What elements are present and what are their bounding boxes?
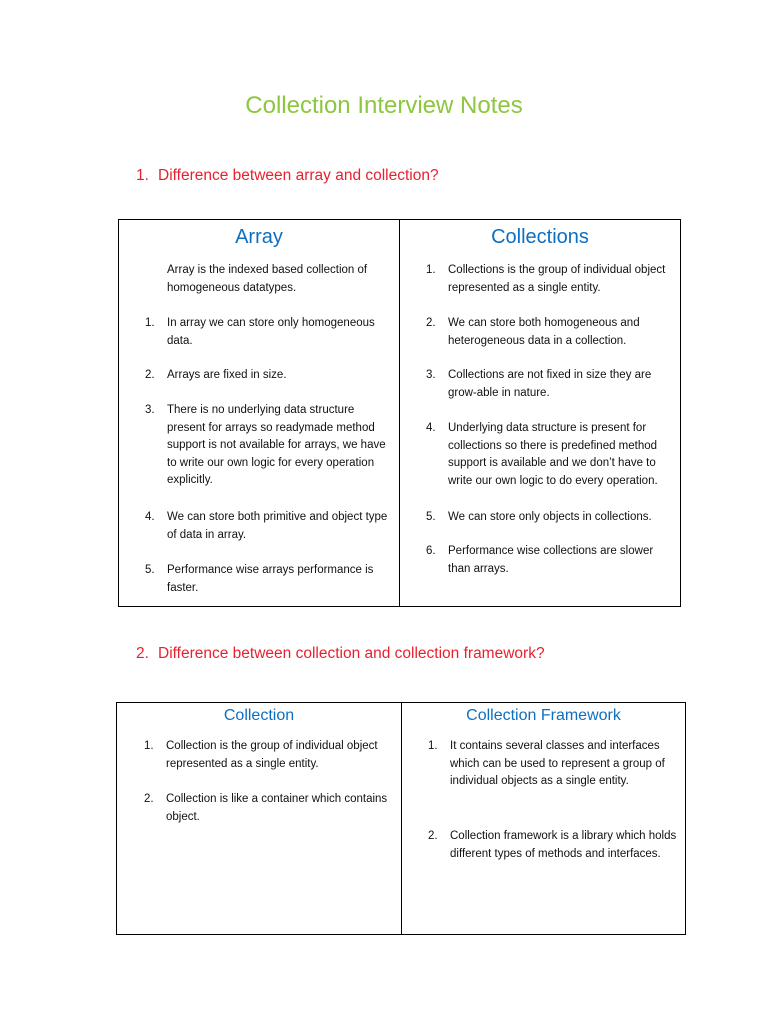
list-item-number: 3. bbox=[145, 404, 155, 416]
column-heading: Array bbox=[235, 226, 283, 248]
question-text: Difference between array and collection? bbox=[158, 167, 439, 184]
question-text: Difference between collection and collection framework? bbox=[158, 645, 545, 662]
table-column-collections bbox=[399, 220, 680, 606]
question-1-heading bbox=[136, 165, 439, 187]
table-column-collection-framework bbox=[401, 703, 685, 934]
list-item-number: 3. bbox=[426, 369, 436, 381]
list-item-text: Underlying data structure is present for collections so there is predefined method support is available and we don’t have to write our own logic to do every operation. bbox=[448, 422, 658, 487]
list-item-text: We can store only objects in collections. bbox=[448, 511, 652, 523]
list-item-number: 1. bbox=[145, 317, 155, 329]
list-item-text: Arrays are fixed in size. bbox=[167, 369, 287, 381]
list-item-number: 1. bbox=[426, 264, 436, 276]
table-column-collection bbox=[117, 703, 401, 934]
list-item-text: Performance wise arrays performance is faster. bbox=[167, 564, 374, 594]
column-heading: Collections bbox=[491, 226, 589, 248]
list-item-text: Performance wise collections are slower than arrays. bbox=[448, 545, 654, 575]
list-item-text: Collections is the group of individual object represented as a single entity. bbox=[448, 264, 666, 294]
list-item-text: It contains several classes and interfaces which can be used to represent a group of individual objects as a single entity. bbox=[450, 740, 665, 787]
column-heading: Collection bbox=[223, 707, 295, 724]
list-item-number: 1. bbox=[144, 740, 154, 752]
question-number: 1. bbox=[136, 167, 149, 184]
list-item-text: We can store both primitive and object type of data in array. bbox=[167, 511, 388, 541]
list-item-number: 5. bbox=[145, 564, 155, 576]
comparison-table-collection-vs-framework bbox=[116, 702, 686, 935]
list-item-text: Collection is the group of individual object represented as a single entity. bbox=[166, 740, 378, 770]
list-item-text: In array we can store only homogeneous data. bbox=[167, 317, 375, 347]
column-heading: Collection Framework bbox=[466, 707, 621, 724]
question-number: 2. bbox=[136, 645, 149, 662]
list-item-number: 4. bbox=[426, 422, 436, 434]
list-item-text: Collection framework is a library which holds different types of methods and interfaces. bbox=[450, 830, 677, 860]
page-title: Collection Interview Notes bbox=[245, 92, 523, 119]
list-item-number: 2. bbox=[145, 369, 155, 381]
list-item-number: 4. bbox=[145, 511, 155, 523]
list-item-text: There is no underlying data structure present for arrays so readymade method support is not available for arrays, we have to write our own logic for every operation explicitly. bbox=[167, 404, 386, 486]
list-item-number: 2. bbox=[426, 317, 436, 329]
comparison-table-array-vs-collections bbox=[118, 219, 681, 607]
list-item-text: We can store both homogeneous and heterogeneous data in a collection. bbox=[448, 317, 640, 347]
list-item-number: 6. bbox=[426, 545, 436, 557]
list-item-number: 2. bbox=[144, 793, 154, 805]
question-2-heading bbox=[136, 643, 545, 665]
list-item-text: Collections are not fixed in size they are grow-able in nature. bbox=[448, 369, 652, 399]
column-intro: Array is the indexed based collection of homogeneous datatypes. bbox=[167, 264, 368, 294]
list-item-number: 5. bbox=[426, 511, 436, 523]
table-column-array bbox=[119, 220, 399, 606]
list-item-number: 1. bbox=[428, 740, 438, 752]
list-item-number: 2. bbox=[428, 830, 438, 842]
list-item-text: Collection is like a container which contains object. bbox=[166, 793, 388, 823]
